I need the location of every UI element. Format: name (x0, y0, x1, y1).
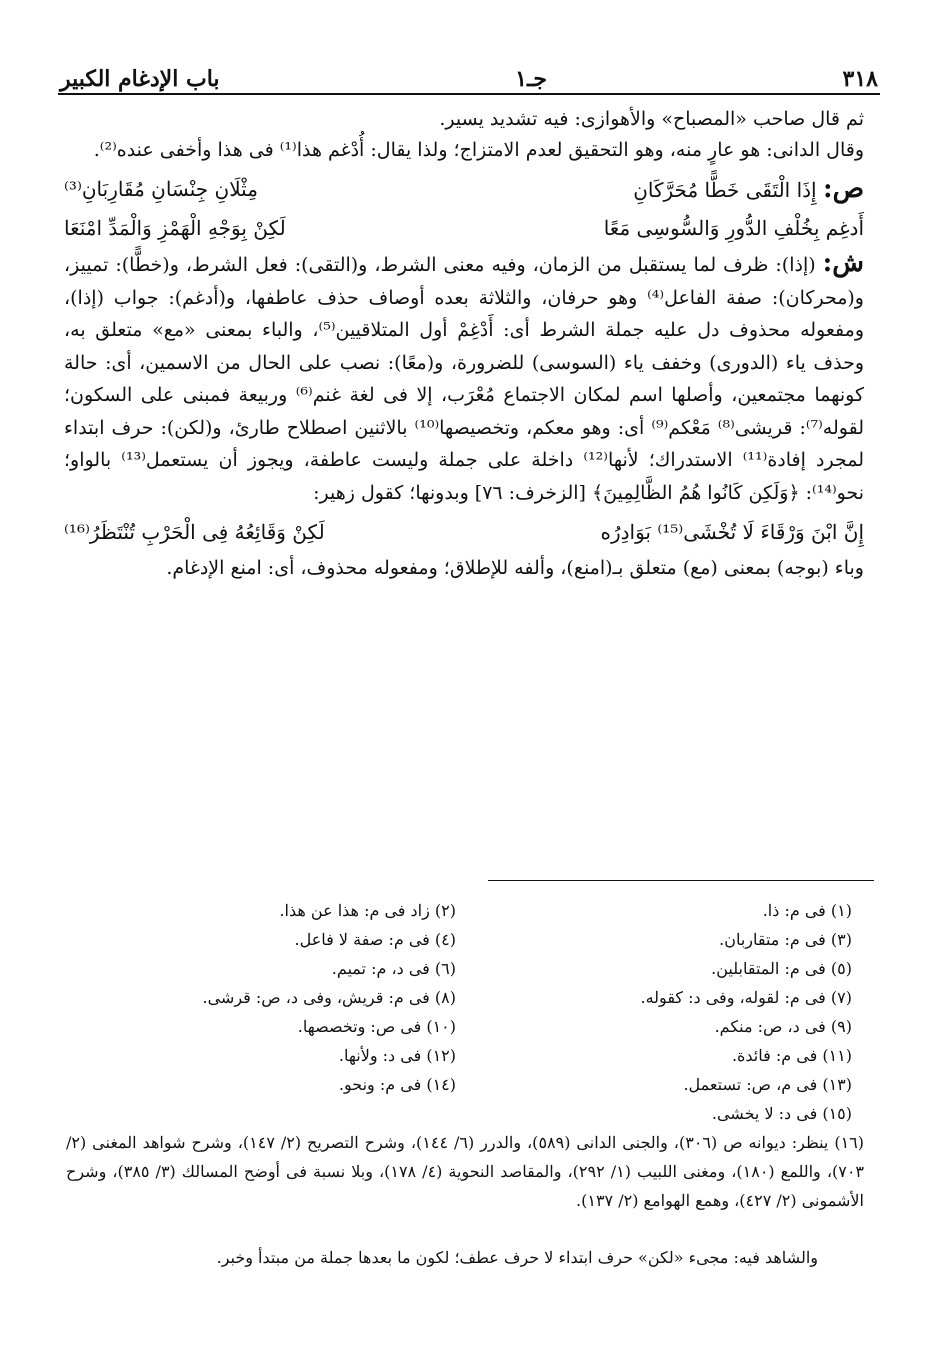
page-number: ٣١٨ (842, 66, 878, 92)
footnote-16-note: والشاهد فيه: مجىء «لكن» حرف ابتداء لا حرف عطف؛ لكون ما بعدها جملة من مبتدأ وخبر. (216, 1248, 818, 1267)
footnotes-right-column (641, 896, 852, 1128)
footnote-10: (١٠) فى ص: وتخصصها. (297, 1017, 456, 1036)
verse-line-3 (64, 513, 864, 551)
paragraph-3-text: (إذا): ظرف لما يستقبل من الزمان، وفيه معنى الشرط، و(التقى): فعل الشرط، و(خطًّا): تمييز، و(محركان): صفة الفاعل⁽⁴⁾ وهو حرفان، والثلاثة بعده أوصاف حذف عاطفها، و(أدغم): جواب (إذا)، ومفعوله محذوف دل عليه جملة الشرط أى: أَدْغِمْ أول المتلاقيين⁽⁵⁾، والباء بمعنى «مع» متعلق به، وحذف ياء (الدورى) وخفف ياء (السوسى) للضرورة، و(معًا): نصب على الحال من الاسمين، أى: حالة كونهما مجتمعين، وأصلها اسم لمكان الاجتماع مُعْرَب، إلا فى لغة غنم⁽⁶⁾ وربيعة فمبنى على السكون؛ لقوله⁽⁷⁾: قريشى⁽⁸⁾ مَعْكم⁽⁹⁾ أى: وهو معكم، وتخصيصها⁽¹⁰⁾ بالاثنين اصطلاح طارئ، و(لكن): حرف ابتداء لمجرد إفادة⁽¹¹⁾ الاستدراك؛ لأنها⁽¹²⁾ داخلة على جملة وليست عاطفة، ويجوز أن يستعمل⁽¹³⁾ بالواو؛ نحو⁽¹⁴⁾: ﴿وَلَكِن كَانُوا هُمُ الظَّالِمِينَ﴾ [الزخرف: ٧٦] وبدونها؛ كقول زهير: (64, 254, 865, 504)
paragraph-1: ثم قال صاحب «المصباح» والأهوازى: فيه تشديد يسير. (439, 108, 864, 130)
footnote-13: (١٣) فى م، ص: تستعمل. (683, 1075, 852, 1094)
header-divider (58, 93, 880, 95)
footnote-3: (٣) فى م: متقاربان. (719, 930, 852, 949)
volume-label: جـ١ (515, 66, 547, 92)
running-header (60, 52, 878, 92)
paragraph-2: وقال الدانى: هو عارٍ منه، وهو التحقيق لعدم الامتزاج؛ ولذا يقال: أُدْغم هذا⁽¹⁾ فى هذا وأخفى عنده⁽²⁾. (93, 139, 864, 161)
shin-marker: ش: (822, 248, 864, 278)
footnote-1: (١) فى م: ذا. (762, 901, 852, 920)
verse-line-1 (64, 170, 864, 209)
main-text (64, 104, 864, 585)
footnote-12: (١٢) فى د: ولأنها. (338, 1046, 456, 1065)
verse-1-first-hemistich (633, 170, 864, 209)
verse-1-second-hemistich: مِثْلَانِ جِنْسَانِ مُقَارِبَانِ⁽³⁾ (64, 177, 258, 201)
footnote-2: (٢) زاد فى م: هذا عن هذا. (279, 901, 456, 920)
footnote-7: (٧) فى م: لقوله، وفى د: كقوله. (640, 988, 852, 1007)
verse-1-h1-text: إِذَا الْتَقَى خَطًّا مُحَرَّكَانِ (633, 178, 817, 202)
verse-2-first-hemistich: أَدغِم بِخُلْفِ الدُّورِ وَالسُّوسِى مَعًا (603, 216, 864, 240)
footnote-11: (١١) فى م: فائدة. (731, 1046, 852, 1065)
footnote-15: (١٥) فى د: لا يخشى. (711, 1104, 852, 1123)
chapter-title: باب الإدغام الكبير (60, 66, 220, 92)
verse-3-second-hemistich: لَكِنْ وَقَائِعُهُ فِى الْحَرْبِ تُنْتَظَرُ⁽¹⁶⁾ (64, 520, 325, 544)
footnote-divider (488, 880, 874, 881)
verse-3-first-hemistich: إِنَّ ابْنَ وَرْقَاءَ لَا تُخْشَى⁽¹⁵⁾ بَوَادِرُه (600, 520, 864, 544)
footnote-16: (١٦) ينظر: ديوانه ص (٣٠٦)، والجنى الدانى (٥٨٩)، والدرر (٦/ ١٤٤)، وشرح التصريح (٢/ ١٤٧)، وشرح شواهد المغنى (٢/ ٧٠٣)، واللمع (١٨٠)، ومغنى اللبيب (١/ ٢٩٢)، والمقاصد النحوية (٤/ ١٧٨)، وبلا نسبة فى أوضح المسالك (٣/ ٣٨٥)، وشرح الأشمونى (٢/ ٤٢٧)، وهمع الهوامع (٢/ ١٣٧). (66, 1133, 865, 1210)
footnotes-left-column (203, 896, 457, 1099)
verse-line-2 (64, 209, 864, 247)
footnote-5: (٥) فى م: المتقابلين. (711, 959, 852, 978)
verse-2-second-hemistich: لَكِنْ بِوَجْهِ الْهَمْزِ وَالْمَدِّ امْنَعَا (64, 216, 286, 240)
paragraph-4: وباء (بوجه) بمعنى (مع) متعلق بـ(امنع)، وألفه للإطلاق؛ ومفعوله محذوف، أى: امنع الإدغام. (166, 557, 864, 579)
paragraph-3 (64, 247, 864, 509)
sad-marker: ص: (822, 174, 864, 204)
footnote-9: (٩) فى د، ص: منكم. (714, 1017, 852, 1036)
footnote-6: (٦) فى د، م: تميم. (331, 959, 456, 978)
footnote-8: (٨) فى م: قريش، وفى د، ص: قرشى. (202, 988, 456, 1007)
footnote-14: (١٤) فى م: ونحو. (338, 1075, 456, 1094)
footnote-4: (٤) فى م: صفة لا فاعل. (294, 930, 456, 949)
